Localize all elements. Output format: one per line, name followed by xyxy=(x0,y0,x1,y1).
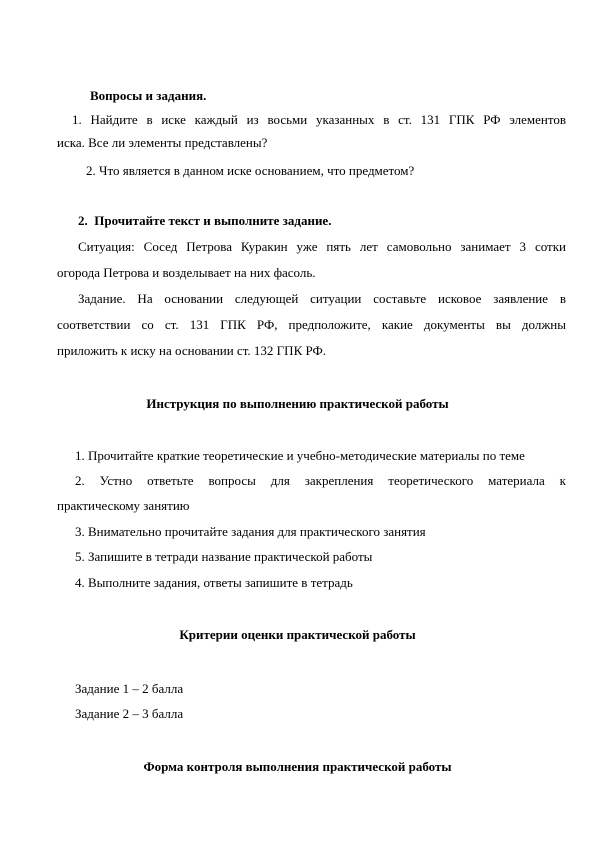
instructions-heading: Инструкция по выполнению практической работы xyxy=(146,396,449,411)
instruction-item-3: 3. Внимательно прочитайте задания для практического занятия xyxy=(75,524,426,539)
question-1-line-2: иска. Все ли элементы представлены? xyxy=(57,135,268,150)
instruction-item-5: 4. Выполните задания, ответы запишите в тетрадь xyxy=(75,575,353,590)
task-2-heading-number: 2. xyxy=(78,213,88,228)
situation-line-1: Ситуация: Сосед Петрова Куракин уже пять лет самовольно занимает 3 сотки xyxy=(78,239,566,254)
instruction-item-2-line-1: 2. Устно ответьте вопросы для закрепления теоретического материала к xyxy=(75,473,566,488)
criteria-heading: Критерии оценки практической работы xyxy=(179,627,416,642)
assignment-line-2: соответствии со ст. 131 ГПК РФ, предположите, какие документы вы должны xyxy=(57,317,566,332)
task-2-heading-text: Прочитайте текст и выполните задание. xyxy=(94,213,332,228)
situation-line-2: огорода Петрова и возделывает на них фасоль. xyxy=(57,265,316,280)
task-2-heading xyxy=(78,213,331,229)
question-2: 2. Что является в данном иске основанием, что предметом? xyxy=(86,163,415,178)
instruction-item-4: 5. Запишите в тетради название практической работы xyxy=(75,549,373,564)
criteria-task-2: Задание 2 – 3 балла xyxy=(75,706,184,721)
control-heading: Форма контроля выполнения практической работы xyxy=(143,759,452,774)
assignment-line-3: приложить к иску на основании ст. 132 ГПК РФ. xyxy=(57,343,327,358)
instruction-item-1: 1. Прочитайте краткие теоретические и учебно-методические материалы по теме xyxy=(75,448,525,463)
questions-heading: Вопросы и задания. xyxy=(90,88,207,103)
criteria-task-1: Задание 1 – 2 балла xyxy=(75,681,184,696)
question-1-line-1: 1. Найдите в иске каждый из восьми указанных в ст. 131 ГПК РФ элементов xyxy=(72,112,566,127)
instruction-item-2-line-2: практическому занятию xyxy=(57,498,190,513)
assignment-line-1: Задание. На основании следующей ситуации составьте исковое заявление в xyxy=(78,291,566,306)
